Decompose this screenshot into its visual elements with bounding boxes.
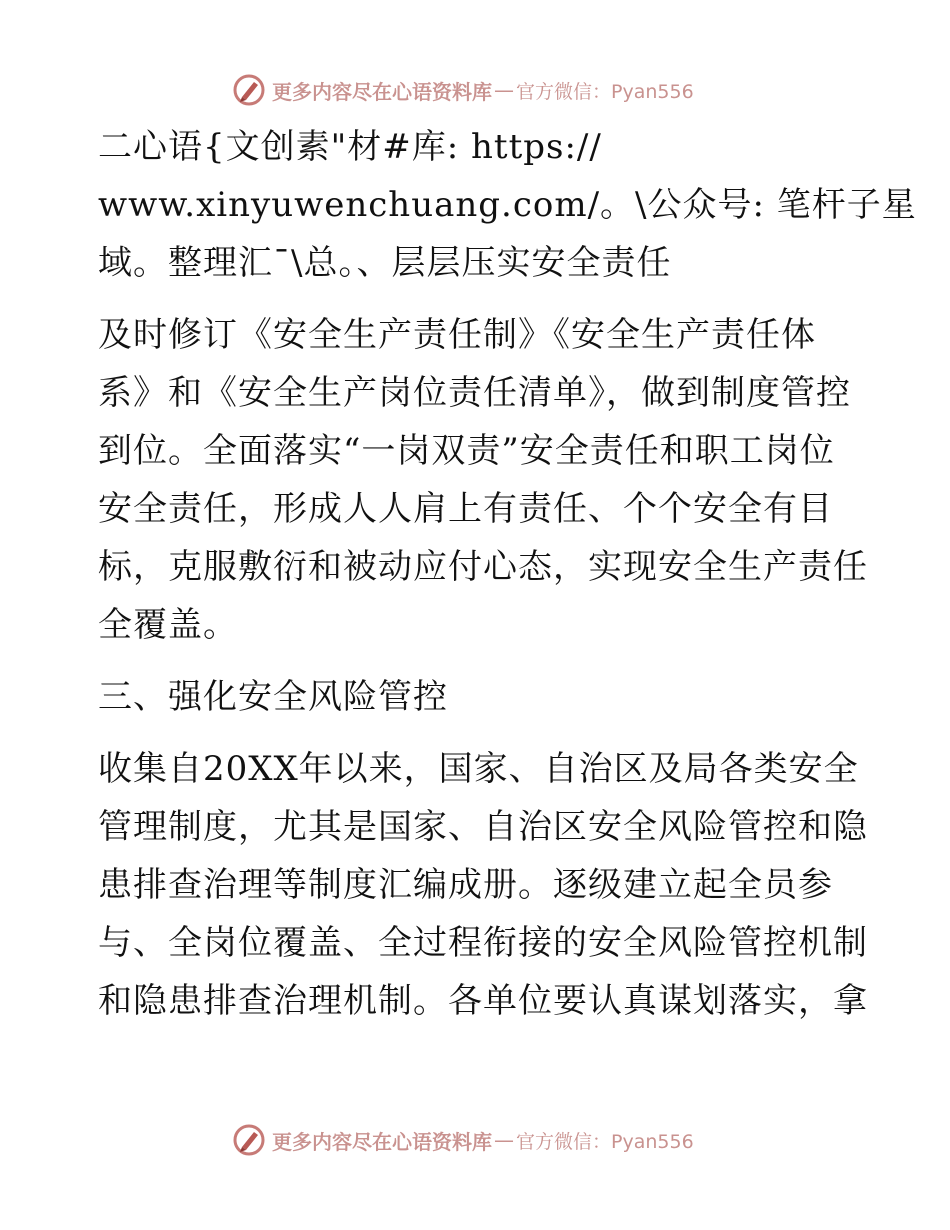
watermark-banner-top: [232, 72, 732, 108]
body-line: 二心语{文创素"材#库: https://: [98, 127, 602, 167]
watermark-text: 更多内容尽在心语资料库: [272, 1129, 492, 1154]
watermark-wechat: 官方微信：Pyan556: [516, 80, 694, 103]
watermark-dash: —: [494, 1128, 514, 1152]
pen-logo-icon: [232, 73, 266, 107]
document-body: [98, 118, 917, 1030]
body-line: 到位。全面落实“一岗双责”安全责任和职工岗位: [98, 431, 835, 471]
body-line: www.xinyuwenchuang.com/。\公众号: 笔杆子星: [98, 185, 917, 225]
body-line: 和隐患排查治理机制。各单位要认真谋划落实，拿: [98, 981, 868, 1021]
section-heading: 三、强化安全风险管控: [98, 677, 448, 717]
watermark-dash: —: [494, 78, 514, 102]
pen-logo-icon: [232, 1123, 266, 1157]
body-line: 安全责任，形成人人肩上有责任、个个安全有目: [98, 489, 833, 529]
body-line: 系》和《安全生产岗位责任清单》，做到制度管控: [98, 373, 851, 413]
body-line: 全覆盖。: [98, 605, 238, 645]
watermark-banner-bottom: [232, 1122, 732, 1158]
body-line: 与、全岗位覆盖、全过程衔接的安全风险管控机制: [98, 923, 868, 963]
watermark-text: 更多内容尽在心语资料库: [272, 79, 492, 104]
body-line: 收集自20XX年以来，国家、自治区及局各类安全: [98, 749, 859, 789]
watermark-wechat: 官方微信：Pyan556: [516, 1130, 694, 1153]
body-line: 标，克服敷衍和被动应付心态，实现安全生产责任: [98, 547, 868, 587]
body-line: 患排查治理等制度汇编成册。逐级建立起全员参: [98, 865, 833, 905]
body-line: 域。整理汇¯\总。、层层压实安全责任: [98, 243, 672, 283]
body-line: 及时修订《安全生产责任制》《安全生产责任体: [98, 315, 816, 355]
body-line: 管理制度，尤其是国家、自治区安全风险管控和隐: [98, 807, 868, 847]
